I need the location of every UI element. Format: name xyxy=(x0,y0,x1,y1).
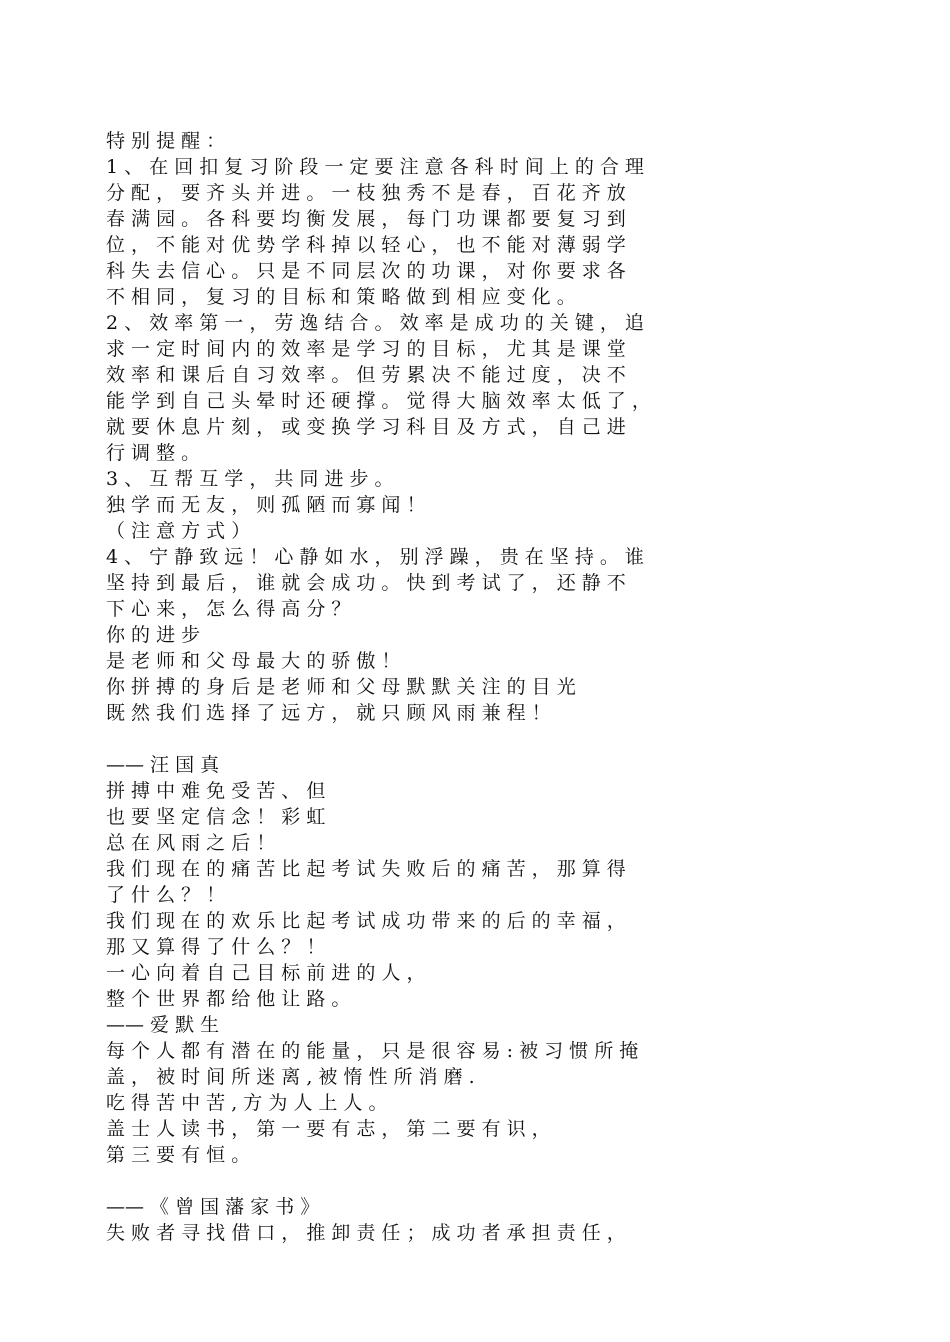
text-line: 求 一 定 时 间 内 的 效 率 是 学 习 的 目 标 ， 尤 其 是 课 堂 xyxy=(106,338,626,360)
text-line: 盖 士 人 读 书 ， 第 一 要 有 志 ， 第 二 要 有 识 ， xyxy=(106,1118,551,1140)
document-text-body xyxy=(106,128,846,1246)
text-line: 吃 得 苦 中 苦 , 方 为 人 上 人 。 xyxy=(106,1092,388,1114)
text-line: 失 败 者 寻 找 借 口 ， 推 卸 责 任 ； 成 功 者 承 担 责 任 ， xyxy=(106,1222,626,1244)
text-line: 春 满 园 。 各 科 要 均 衡 发 展 ， 每 门 功 课 都 要 复 习 到 xyxy=(106,208,626,230)
text-line: 是 老 师 和 父 母 最 大 的 骄 傲 ！ xyxy=(106,650,401,672)
text-line: 下 心 来 ， 怎 么 得 高 分 ？ xyxy=(106,598,351,620)
text-line: 科 失 去 信 心 。 只 是 不 同 层 次 的 功 课 ， 对 你 要 求 各 xyxy=(106,260,626,282)
text-line: 一 心 向 着 自 己 目 标 前 进 的 人 ， xyxy=(106,962,426,984)
attribution-line: —— 汪 国 真 xyxy=(106,754,220,776)
text-line: 位 ， 不 能 对 优 势 学 科 掉 以 轻 心 ， 也 不 能 对 薄 弱 学 xyxy=(106,234,626,256)
text-line: （ 注 意 方 式 ） xyxy=(106,520,251,542)
text-line: 我 们 现 在 的 欢 乐 比 起 考 试 成 功 带 来 的 后 的 幸 福 ， xyxy=(106,910,626,932)
text-line: 行 调 整 。 xyxy=(106,442,201,464)
text-line: 第 三 要 有 恒 。 xyxy=(106,1144,251,1166)
text-line: 就 要 休 息 片 刻 ， 或 变 换 学 习 科 目 及 方 式 ， 自 己 进 xyxy=(106,416,626,438)
text-line: 总 在 风 雨 之 后 ！ xyxy=(106,832,276,854)
text-line: 每 个 人 都 有 潜 在 的 能 量 ， 只 是 很 容 易 : 被 习 惯 所 掩 xyxy=(106,1040,639,1062)
attribution-line: —— 爱 默 生 xyxy=(106,1014,220,1036)
text-line: 你 拼 搏 的 身 后 是 老 师 和 父 母 默 默 关 注 的 目 光 xyxy=(106,676,576,698)
text-line: 4 、 宁 静 致 远 ！ 心 静 如 水 ， 别 浮 躁 ， 贵 在 坚 持 。 谁 xyxy=(106,546,644,568)
text-line: 2 、 效 率 第 一 ， 劳 逸 结 合 。 效 率 是 成 功 的 关 键 ， 追 xyxy=(106,312,644,334)
text-line: 分 配 ， 要 齐 头 并 进 。 一 枝 独 秀 不 是 春 ， 百 花 齐 放 xyxy=(106,182,626,204)
text-line: 我 们 现 在 的 痛 苦 比 起 考 试 失 败 后 的 痛 苦 ， 那 算 得 xyxy=(106,858,626,880)
attribution-line: —— 《 曾 国 藩 家 书 》 xyxy=(106,1196,320,1218)
text-line: 效 率 和 课 后 自 习 效 率 。 但 劳 累 决 不 能 过 度 ， 决 不 xyxy=(106,364,626,386)
text-line: 也 要 坚 定 信 念 ！ 彩 虹 xyxy=(106,806,326,828)
text-line: 独 学 而 无 友 ， 则 孤 陋 而 寡 闻 ！ xyxy=(106,494,426,516)
text-line: 1 、 在 回 扣 复 习 阶 段 一 定 要 注 意 各 科 时 间 上 的 合 理 xyxy=(106,156,644,178)
text-line: 不 相 同 ， 复 习 的 目 标 和 策 略 做 到 相 应 变 化 。 xyxy=(106,286,576,308)
text-line: 盖 ， 被 时 间 所 迷 离 , 被 惰 性 所 消 磨 . xyxy=(106,1066,475,1088)
blank-line xyxy=(106,726,846,752)
text-line: 你 的 进 步 xyxy=(106,624,201,646)
text-line: 3 、 互 帮 互 学 ， 共 同 进 步 。 xyxy=(106,468,394,490)
text-line: 特 别 提 醒 ： xyxy=(106,130,226,152)
text-line: 坚 持 到 最 后 ， 谁 就 会 成 功 。 快 到 考 试 了 ， 还 静 不 xyxy=(106,572,626,594)
text-line: 那 又 算 得 了 什 么 ？ ！ xyxy=(106,936,326,958)
blank-line xyxy=(106,1168,846,1194)
text-line: 了 什 么 ？ ！ xyxy=(106,884,226,906)
text-line: 整 个 世 界 都 给 他 让 路 。 xyxy=(106,988,351,1010)
text-line: 能 学 到 自 己 头 晕 时 还 硬 撑 。 觉 得 大 脑 效 率 太 低 了 ， xyxy=(106,390,651,412)
text-line: 拼 搏 中 难 免 受 苦 、 但 xyxy=(106,780,326,802)
text-line: 既 然 我 们 选 择 了 远 方 ， 就 只 顾 风 雨 兼 程 ！ xyxy=(106,702,551,724)
